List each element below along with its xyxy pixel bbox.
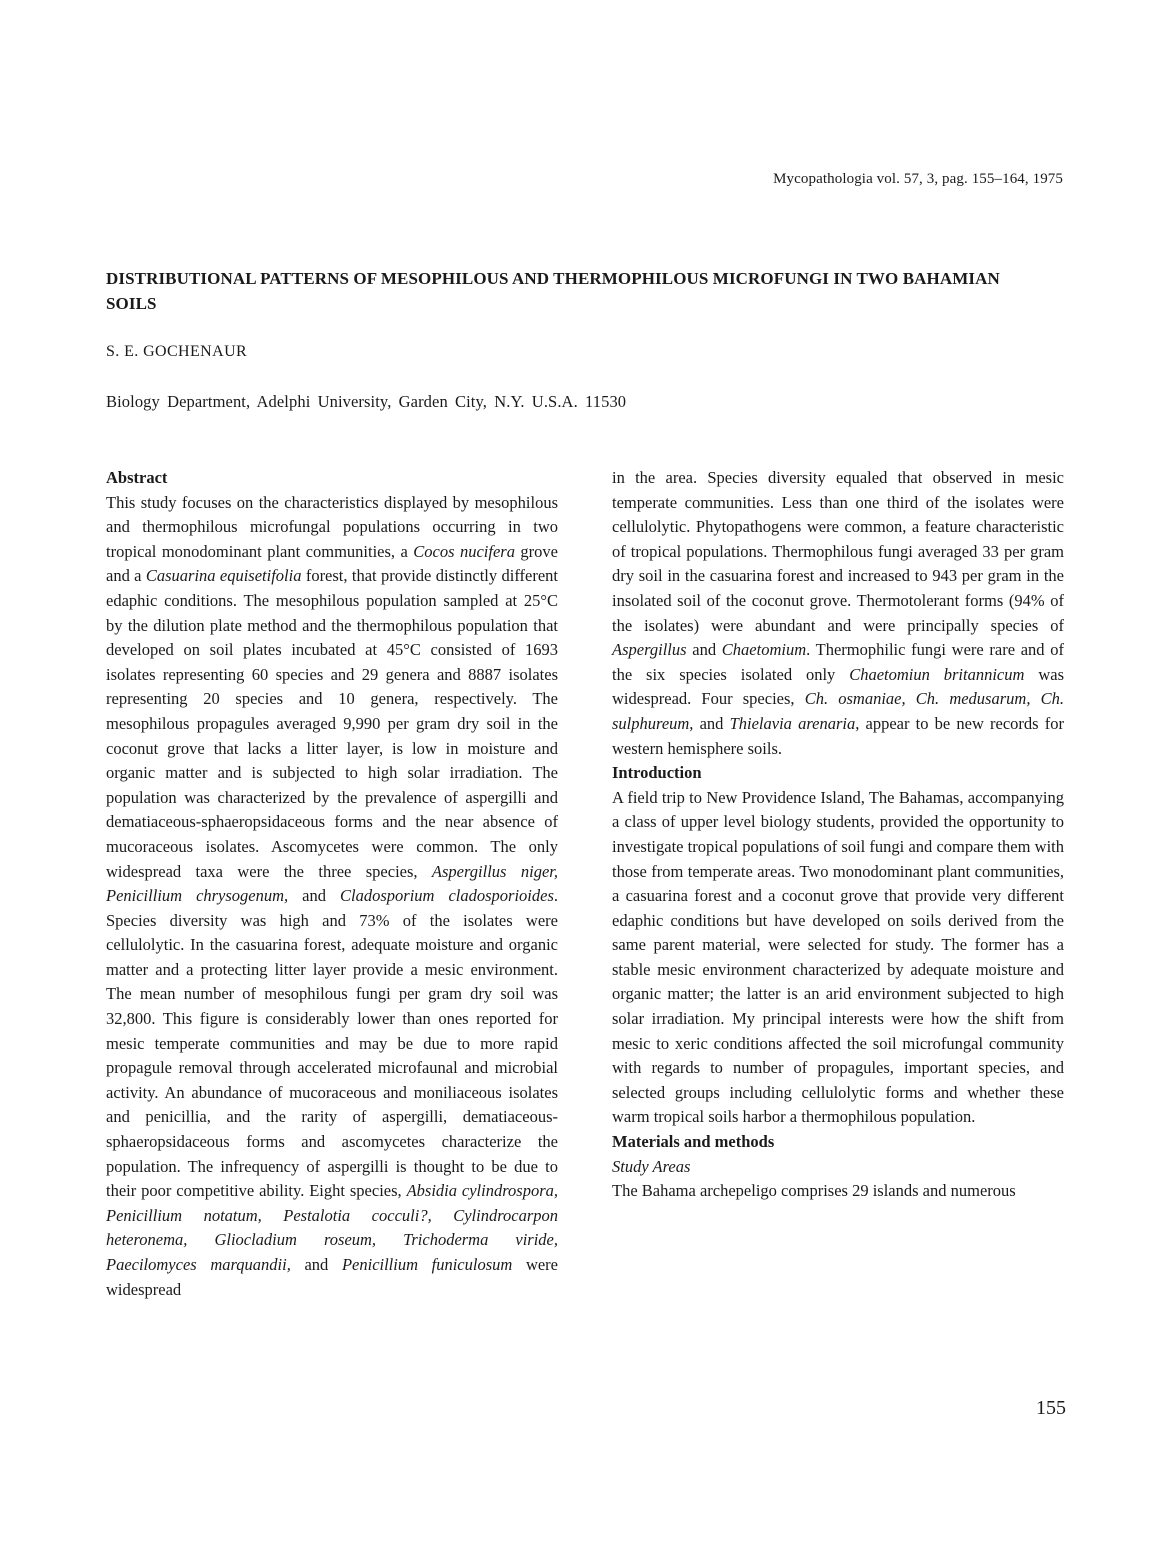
introduction-paragraph: A field trip to New Providence Island, The Bahamas, accompanying a class of upper level biology students, provided the opportunity to investigate tropical populations of soil fungi and compare them with those from temperate areas. Two monodominant plant communities, a casuarina forest and a coconut grove that provide very different edaphic conditions but have developed on soils derived from the same parent material, were selected for study. The former has a stable mesic environment characterized by adequate moisture and organic matter; the latter is an arid environment subjected to high solar irradiation. My principal interests were how the shift from mesic to xeric conditions affected the soil microfungal community with regards to number of propagules, important species, and selected groups including cellulolytic forms and whether these warm tropical soils harbor a thermophilous population.	[612, 787, 1064, 1127]
text-run: in the area. Species diversity equaled that observed in mesic temperate communities. Less than one third of the isolates were cellulolytic. Phytopathogens were common, a feature characteristic of tropical populations. Thermophilous fungi averaged 33 per gram dry soil in the casuarina forest and increased to 943 per gram in the insolated soil of the coconut grove. Thermotolerant forms (94% of the isolates) were abundant and were principally species of	[612, 468, 1064, 635]
study-areas-subheading: Study Areas	[612, 1156, 691, 1176]
text-run: , appear to be new records for western hemisphere soils.	[612, 713, 1064, 758]
abstract-heading: Abstract	[106, 468, 168, 487]
author-affiliation: Biology Department, Adelphi University, Garden City, N.Y. U.S.A. 11530	[106, 392, 627, 411]
italic-taxon-name: Ch. osmaniae, Ch. medusarum, Ch. sulphureum,	[612, 689, 1064, 733]
italic-taxon-name: Aspergillus niger, Penicillium chrysogenum,	[106, 861, 558, 906]
italic-taxon-name: Chaetomiun britannicum	[849, 664, 1025, 684]
text-run: . Thermophilic fungi were rare and of the six species isolated only	[612, 640, 1064, 684]
italic-taxon-name: Aspergillus	[612, 640, 687, 660]
text-run: This study focuses on the characteristics displayed by mesophilous and thermophilous microfungal populations occurring in two tropical monodominant plant communities, a	[106, 492, 558, 561]
italic-taxon-name: Absidia cylindrospora, Penicillium notatum, Pestalotia cocculi?, Cylindrocarpon heteronema, Gliocladium roseum, Trichoderma viride, Paecilomyces marquandii,	[106, 1181, 558, 1274]
italic-taxon-name: Thielavia arenaria	[729, 713, 856, 733]
italic-taxon-name: Chaetomium	[721, 640, 807, 660]
text-run: and	[288, 886, 341, 906]
introduction-heading: Introduction	[612, 763, 702, 783]
text-run: was widespread. Four species,	[612, 664, 1064, 709]
text-run: and	[290, 1255, 342, 1274]
author-name: S. E. GOCHENAUR	[106, 343, 248, 360]
text-run: forest, that provide distinctly different edaphic conditions. The mesophilous population sampled at 25°C by the dilution plate method and the thermophilous population that developed on soil plates incubated at 45°C consisted of 1693 isolates representing 60 species and 29 genera and 8887 isolates representing 20 species and 10 genera, respectively. The mesophilous propagules averaged 9,990 per gram dry soil in the coconut grove that lacks a litter layer, is low in moisture and organic matter and is subjected to high solar irradiation. The population was characterized by the prevalence of aspergilli and dematiaceous-sphaeropsidaceous forms and the near absence of mucoraceous isolates. Ascomycetes were common. The only widespread taxa were the three species,	[106, 566, 558, 881]
right-column	[612, 466, 1064, 1204]
abstract-paragraph-continued	[612, 466, 1064, 761]
article-title: DISTRIBUTIONAL PATTERNS OF MESOPHILOUS AND THERMOPHILOUS MICROFUNGI IN TWO BAHAMIAN SOILS	[106, 269, 1000, 313]
italic-taxon-name: Cocos nucifera	[413, 541, 515, 561]
italic-taxon-name: Cladosporium cladosporioides	[340, 886, 554, 906]
italic-taxon-name: Penicillium funiculosum	[341, 1255, 513, 1274]
study-areas-paragraph: The Bahama archepeligo comprises 29 islands and numerous	[612, 1181, 1016, 1201]
left-column	[106, 466, 558, 1302]
journal-reference: Mycopathologia vol. 57, 3, pag. 155–164, 1975	[773, 171, 1063, 187]
page-number: 155	[1036, 1397, 1066, 1419]
text-run: were widespread	[106, 1255, 558, 1299]
text-run: and	[686, 640, 722, 660]
italic-taxon-name: Casuarina equisetifolia	[145, 566, 302, 586]
materials-methods-heading: Materials and methods	[612, 1132, 775, 1152]
text-run: and	[693, 713, 730, 733]
text-run: . Species diversity was high and 73% of the isolates were cellulolytic. In the casuarina forest, adequate moisture and organic matter and a protecting litter layer provide a mesic environment. The mean number of mesophilous fungi per gram dry soil was 32,800. This figure is considerably lower than ones reported for mesic temperate communities and may be due to more rapid propagule removal through accelerated microfaunal and microbial activity. An abundance of mucoraceous and moniliaceous isolates and penicillia, and the rarity of aspergilli, dematiaceous-sphaeropsidaceous forms and ascomycetes characterize the population. The infrequency of aspergilli is thought to be due to their poor competitive ability. Eight species,	[106, 886, 558, 1201]
abstract-paragraph	[106, 491, 558, 1303]
text-run: grove and a	[106, 541, 558, 586]
